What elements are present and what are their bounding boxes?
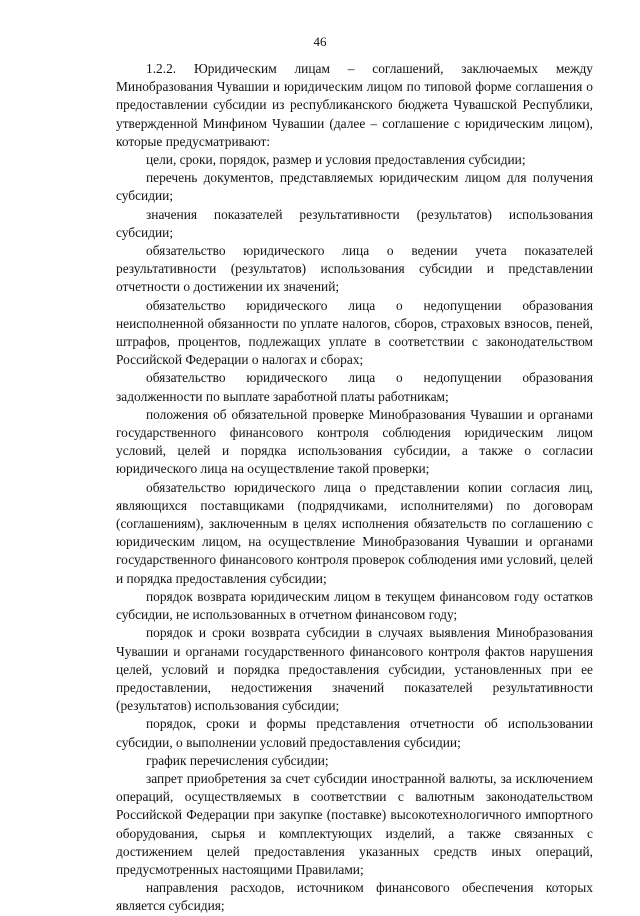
paragraph: направления расходов, источником финансового обеспечения которых является субсидия; <box>116 880 593 914</box>
paragraph: порядок и сроки возврата субсидии в случаях выявления Минобразования Чувашии и органами государственного финансового контроля фактов нарушения целей, условий и порядка предоставления субсидии, установленных при ее предоставлении, недостижения значений показателей результативности (результатов) использования субсидии; <box>116 625 593 714</box>
paragraph: порядок возврата юридическим лицом в текущем финансовом году остатков субсидии, не использованных в отчетном финансовом году; <box>116 588 593 623</box>
paragraph: значения показателей результативности (результатов) использования субсидии; <box>116 206 593 240</box>
paragraph: обязательство юридического лица о представлении копии согласия лиц, являющихся поставщиками (подрядчиками, исполнителями) по договорам (соглашениям), заключенным в целях исполнения обязательств по соглашению с юридическим лицом, на осуществление Минобразования Чувашии и органами государственного финансового контроля проверок соблюдения ими условий, целей и порядка предоставления субсидии; <box>116 479 593 586</box>
paragraph-intro: 1.2.2. Юридическим лицам – соглашений, заключаемых между Минобразования Чувашии и юридическим лицом по типовой форме соглашения о предоставлении субсидии из республиканского бюджета Чувашской Республики, утвержденной Минфином Чувашии (далее – соглашение с юридическим лицом), которые предусматривают: <box>116 61 593 149</box>
document-body <box>116 60 593 916</box>
paragraph: график перечисления субсидии; <box>146 752 329 768</box>
paragraph: положения об обязательной проверке Минобразования Чувашии и органами государственного финансового контроля соблюдения юридическим лицом условий, целей и порядка использования субсидии, а также о согласии юридического лица на осуществление такой проверки; <box>116 406 593 477</box>
paragraph: цели, сроки, порядок, размер и условия предоставления субсидии; <box>146 152 526 168</box>
paragraph: порядок, сроки и формы представления отчетности об использовании субсидии, о выполнении условий предоставления субсидии; <box>116 716 593 750</box>
paragraph: перечень документов, представляемых юридическим лицом для получения субсидии; <box>116 170 593 204</box>
paragraph: обязательство юридического лица о недопущении образования задолженности по выплате заработной платы работникам; <box>116 370 593 404</box>
paragraph: обязательство юридического лица о недопущении образования неисполненной обязанности по уплате налогов, сборов, страховых взносов, пеней, штрафов, процентов, подлежащих уплате в соответствии с законодательством Российской Федерации о налогах и сборах; <box>116 297 593 368</box>
paragraph: обязательство юридического лица о ведении учета показателей результативности (результатов) использования субсидии и представлении отчетности о достижении их значений; <box>116 243 593 295</box>
paragraph: запрет приобретения за счет субсидии иностранной валюты, за исключением операций, осуществляемых в соответствии с валютным законодательством Российской Федерации при закупке (поставке) высокотехнологичного импортного оборудования, сырья и комплектующих изделий, а также связанных с достижением целей предоставления указанных средств иных операций, предусмотренных настоящими Правилами; <box>116 770 593 877</box>
page-number: 46 <box>313 34 327 49</box>
